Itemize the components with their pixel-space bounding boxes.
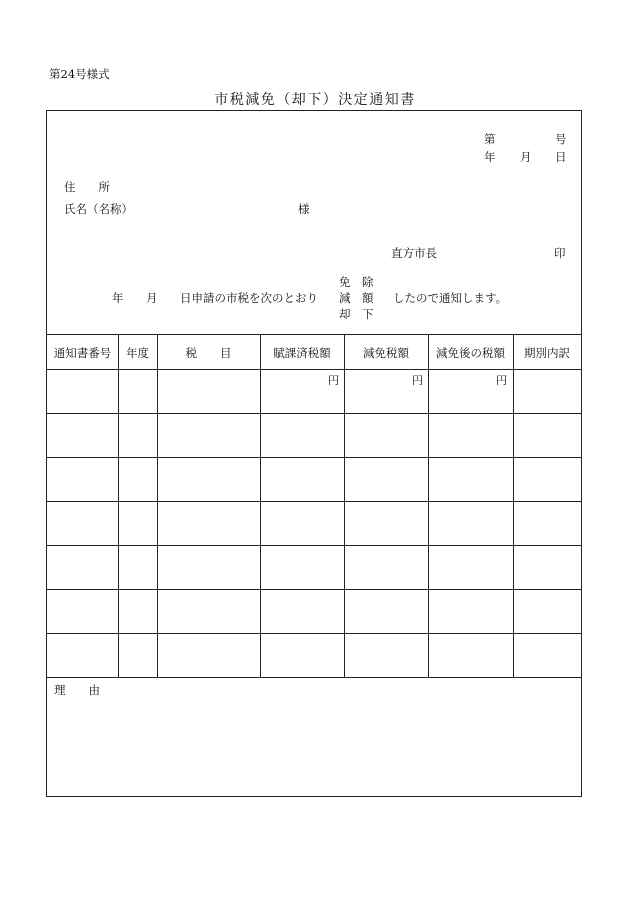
table-column-divider	[157, 334, 158, 677]
table-row-line	[47, 457, 581, 458]
notice-year-label: 年	[112, 291, 124, 305]
reduction-amount-unit: 円	[412, 374, 423, 387]
header-period-breakdown: 期別内訳	[524, 346, 570, 360]
date-year-label: 年	[484, 150, 496, 164]
document-title: 市税減免（却下）決定通知書	[214, 92, 416, 108]
option-reduction: 減 額	[339, 291, 374, 305]
honorific-label: 様	[298, 202, 310, 216]
doc-no-prefix: 第	[484, 132, 496, 146]
form-frame	[46, 110, 582, 797]
table-header-bottom-line	[47, 369, 581, 370]
table-row-line	[47, 633, 581, 634]
header-fiscal-year: 年度	[126, 346, 149, 360]
table-column-divider	[513, 334, 514, 677]
amount-after-reduction-unit: 円	[496, 374, 507, 387]
header-amount-after-reduction: 減免後の税額	[436, 346, 505, 360]
table-top-line	[47, 334, 581, 335]
doc-no-suffix: 号	[555, 132, 567, 146]
table-column-divider	[428, 334, 429, 677]
address-label: 住 所	[64, 180, 110, 194]
seal-label: 印	[554, 246, 566, 260]
table-row-line	[47, 501, 581, 502]
assessed-amount-unit: 円	[328, 374, 339, 387]
header-tax-item: 税 目	[185, 346, 232, 360]
reason-label: 理 由	[54, 683, 100, 697]
table-row-line	[47, 545, 581, 546]
table-column-divider	[260, 334, 261, 677]
notice-text-before: 日申請の市税を次のとおり	[180, 291, 318, 305]
option-rejection: 却 下	[339, 307, 374, 321]
table-row-line	[47, 413, 581, 414]
header-reduction-amount: 減免税額	[363, 346, 409, 360]
table-column-divider	[344, 334, 345, 677]
header-assessed-amount: 賦課済税額	[273, 346, 331, 360]
notice-text-after: したので通知します。	[393, 291, 508, 305]
header-notice-number: 通知書番号	[53, 346, 112, 360]
notice-month-label: 月	[146, 291, 158, 305]
form-number: 第24号様式	[49, 67, 110, 81]
date-day-label: 日	[555, 150, 567, 164]
name-label: 氏名（名称）	[64, 202, 133, 216]
date-month-label: 月	[520, 150, 532, 164]
table-bottom-line	[47, 677, 581, 678]
table-column-divider	[118, 334, 119, 677]
issuer-name: 直方市長	[391, 246, 437, 260]
option-exemption: 免 除	[339, 275, 374, 289]
table-row-line	[47, 589, 581, 590]
